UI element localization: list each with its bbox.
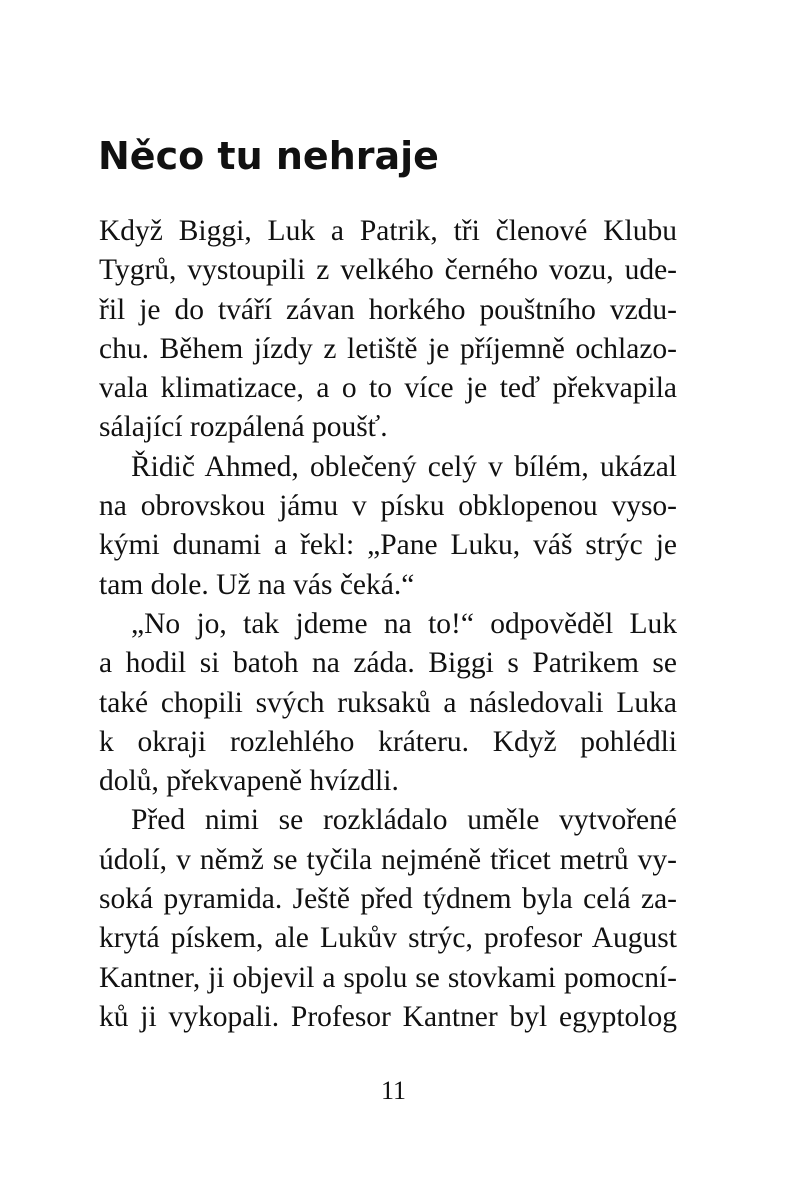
text-line: Před nimi se rozkládalo uměle vytvořené	[131, 804, 677, 837]
text-line: soká pyramida. Ještě před týdnem byla celá za-	[99, 883, 677, 916]
text-line: vala klimatizace, a o to více je teď překvapila	[99, 372, 677, 405]
page-number: 11	[380, 1076, 407, 1105]
text-line: a hodil si batoh na záda. Biggi s Patrikem se	[99, 647, 677, 680]
text-line: krytá pískem, ale Lukův strýc, profesor August	[99, 922, 677, 955]
text-line: na obrovskou jámu v písku obklopenou vyso-	[99, 490, 677, 523]
chapter-title: Něco tu nehraje	[98, 134, 439, 178]
text-line: k okraji rozlehlého kráteru. Když pohlédli	[99, 725, 677, 758]
text-line: tam dole. Už na vás čeká.“	[99, 568, 415, 601]
text-line: údolí, v němž se tyčila nejméně třicet metrů vy-	[99, 843, 677, 876]
text-line: Řidič Ahmed, oblečený celý v bílém, ukázal	[131, 450, 677, 483]
text-line: „No jo, tak jdeme na to!“ odpověděl Luk	[131, 607, 677, 640]
text-line: ků ji vykopali. Profesor Kantner byl egyptolog	[99, 1000, 677, 1033]
text-line: Když Biggi, Luk a Patrik, tři členové Klubu	[99, 215, 677, 247]
text-line: řil je do tváří závan horkého pouštního vzdu-	[99, 293, 677, 326]
text-line: dolů, překvapeně hvízdli.	[99, 765, 399, 798]
text-line: Kantner, ji objevil a spolu se stovkami pomocní-	[99, 961, 677, 994]
text-line: kými dunami a řekl: „Pane Luku, váš strýc je	[99, 529, 677, 562]
text-line: chu. Během jízdy z letiště je příjemně ochlazo-	[99, 332, 677, 365]
text-line: sálající rozpálená poušť.	[99, 411, 388, 444]
text-line: také chopili svých ruksaků a následovali Luka	[99, 686, 677, 719]
text-line: Tygrů, vystoupili z velkého černého vozu, ude-	[99, 254, 677, 287]
body-text	[99, 212, 677, 1037]
